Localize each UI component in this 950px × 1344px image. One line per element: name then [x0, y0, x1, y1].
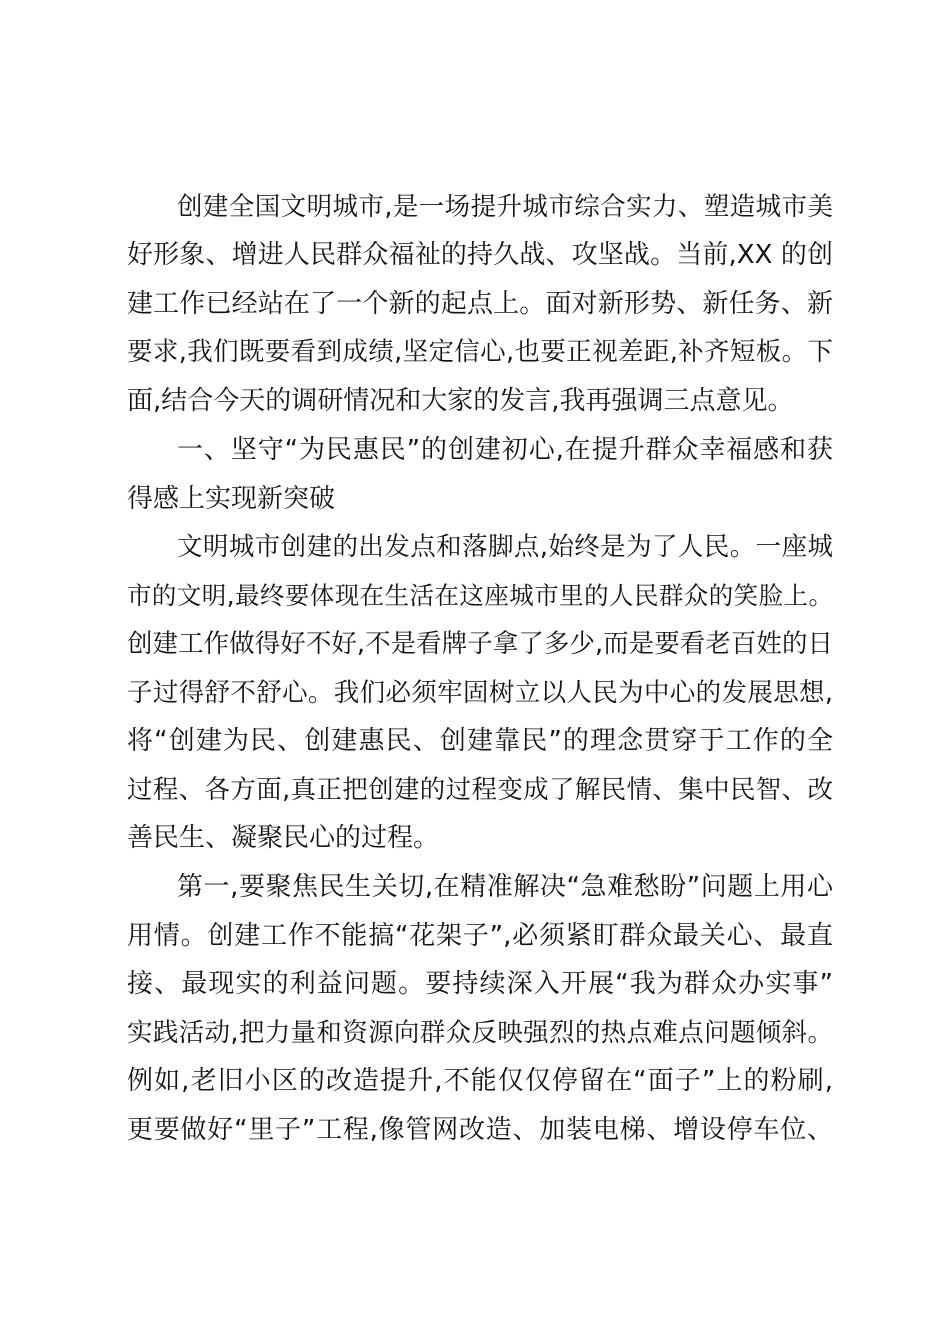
text-line: 将“创建为民、创建惠民、创建靠民”的理念贯穿于工作的全 [127, 726, 833, 756]
text-line: 子过得舒不舒心。我们必须牢固树立以人民为中心的发展思想, [127, 678, 833, 708]
text-line: 创建全国文明城市,是一场提升城市综合实力、塑造城市美 [177, 192, 833, 222]
text-line: 更要做好“里子”工程,像管网改造、加装电梯、增设停车位、 [127, 1115, 833, 1145]
text-line: 善民生、凝聚民心的过程。 [127, 823, 440, 853]
text-line: 文明城市创建的出发点和落脚点,始终是为了人民。一座城 [177, 532, 833, 562]
text-line: 用情。创建工作不能搞“花架子”,必须紧盯群众最关心、最直 [127, 921, 833, 951]
text-line: 好形象、增进人民群众福祉的持久战、攻坚战。当前,XX 的创 [127, 240, 833, 270]
text-line: 面,结合今天的调研情况和大家的发言,我再强调三点意见。 [127, 386, 794, 416]
text-line: 市的文明,最终要体现在生活在这座城市里的人民群众的笑脸上。 [127, 581, 833, 610]
text-line: 建工作已经站在了一个新的起点上。面对新形势、新任务、新 [127, 289, 833, 319]
text-line: 得感上实现新突破 [127, 484, 336, 514]
text-line: 第一,要聚焦民生关切,在精准解决“急难愁盼”问题上用心 [177, 872, 833, 902]
text-line: 过程、各方面,真正把创建的过程变成了解民情、集中民智、改 [127, 775, 833, 805]
text-line: 实践活动,把力量和资源向群众反映强烈的热点难点问题倾斜。 [127, 1018, 833, 1048]
text-line: 创建工作做得好不好,不是看牌子拿了多少,而是要看老百姓的日 [127, 629, 833, 659]
text-line: 例如,老旧小区的改造提升,不能仅仅停留在“面子”上的粉刷, [127, 1066, 833, 1096]
text-line: 要求,我们既要看到成绩,坚定信心,也要正视差距,补齐短板。下 [127, 337, 833, 367]
text-line: 一、坚守“为民惠民”的创建初心,在提升群众幸福感和获 [177, 435, 833, 465]
text-line: 接、最现实的利益问题。要持续深入开展“我为群众办实事” [127, 969, 833, 999]
